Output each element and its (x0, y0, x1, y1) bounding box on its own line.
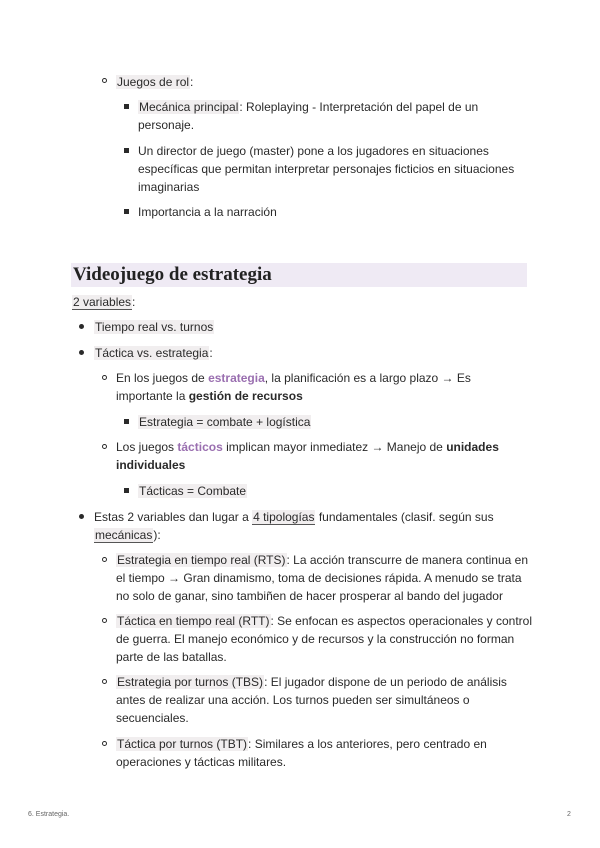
tbs-label: Estrategia por turnos (TBS) (117, 675, 264, 689)
footer-section: 6. Estrategia. (28, 811, 70, 818)
circle-bullet (102, 679, 107, 684)
text: En los juegos de (116, 371, 209, 385)
text: importante la (116, 389, 189, 403)
disc-bullet (79, 514, 84, 519)
tbt-label: Táctica por turnos (TBT) (117, 737, 248, 751)
circle-bullet (102, 375, 107, 380)
tacticos-word: tácticos (177, 440, 223, 454)
tactico-line-1 (116, 438, 499, 456)
tactico-line-2 (116, 456, 185, 474)
director-line-2: específicas que permitan interpretar personajes ficticios en situaciones (138, 162, 515, 176)
tipologias-link: 4 tipologías (253, 510, 315, 524)
director-line-3: imaginarias (138, 180, 200, 194)
circle-bullet (102, 78, 107, 83)
text: , la planificación es a largo plazo → Es (264, 371, 471, 385)
tiempo-real-line (94, 318, 214, 336)
mecanica-line-1 (138, 98, 478, 116)
text: : La acción transcurre de manera continua en (286, 553, 528, 567)
estrategia-formula: Estrategia = combate + logística (139, 415, 311, 429)
text: fundamentales (clasif. según sus (315, 510, 494, 524)
tactica-vs: Táctica vs. estrategia (95, 346, 209, 360)
rts-line-3: no solo de ganar, sino tambiñen de hacer prosperar al bando del jugador (116, 589, 503, 603)
narracion-line: Importancia a la narración (138, 205, 277, 219)
tbs-line-3: secuenciales. (116, 711, 189, 725)
colon: : (190, 75, 194, 89)
mecanica-text: : Roleplaying - Interpretación del papel de un (239, 100, 479, 114)
tbs-line-1 (116, 673, 507, 691)
tactica-formula-line (138, 482, 247, 500)
mecanica-label: Mecánica principal (139, 100, 239, 114)
estrategia-line-2 (116, 387, 303, 405)
disc-bullet (79, 350, 84, 355)
square-bullet (124, 104, 129, 109)
estrategia-word: estrategia (208, 371, 265, 385)
rtt-label: Táctica en tiempo real (RTT) (117, 614, 270, 628)
mecanica-line-2: personaje. (138, 118, 195, 132)
rtt-line-1 (116, 612, 532, 630)
rts-line-1 (116, 551, 528, 569)
gestion-recursos: gestión de recursos (188, 389, 303, 403)
tbt-line-1 (116, 735, 487, 753)
individuales: individuales (116, 458, 186, 472)
text: : El jugador dispone de un periodo de análisis (264, 675, 507, 689)
rts-line-2: el tiempo → Gran dinamismo, toma de decisiones rápida. A menudo se trata (116, 571, 522, 585)
mecanicas-link: mecánicas (95, 528, 153, 542)
colon: : (209, 346, 213, 360)
circle-bullet (102, 557, 107, 562)
rol-title-line (116, 73, 193, 91)
circle-bullet (102, 618, 107, 623)
tipologias-line-1 (94, 508, 494, 526)
footer-page-number: 2 (567, 811, 571, 818)
text: : Se enfocan es aspectos operacionales y control (270, 614, 532, 628)
square-bullet (124, 419, 129, 424)
estrategia-line-1 (116, 369, 471, 387)
circle-bullet (102, 444, 107, 449)
variables-label: 2 variables (73, 295, 132, 309)
tipologias-line-2 (94, 526, 161, 544)
tiempo-real: Tiempo real vs. turnos (95, 320, 214, 334)
variables-line (72, 293, 135, 311)
tactica-formula: Tácticas = Combate (139, 484, 247, 498)
tbt-line-2: operaciones y tácticas militares. (116, 755, 287, 769)
square-bullet (124, 488, 129, 493)
text: Estas 2 variables dan lugar a (94, 510, 253, 524)
estrategia-formula-line (138, 413, 311, 431)
rol-title: Juegos de rol (117, 75, 190, 89)
rtt-line-2: de guerra. El manejo económico y de recursos y la construcción no forman (116, 632, 515, 646)
text: : Similares a los anteriores, pero centrado en (248, 737, 487, 751)
text: implican mayor inmediatez → Manejo de (222, 440, 447, 454)
disc-bullet (79, 324, 84, 329)
text: Los juegos (116, 440, 178, 454)
circle-bullet (102, 741, 107, 746)
square-bullet (124, 209, 129, 214)
rtt-line-3: parte de las batallas. (116, 650, 227, 664)
section-heading: Videojuego de estrategia (71, 263, 527, 287)
square-bullet (124, 148, 129, 153)
unidades: unidades (446, 440, 499, 454)
tbs-line-2: antes de realizar una acción. Los turnos pueden ser simultáneos o (116, 693, 470, 707)
tactica-vs-line (94, 344, 213, 362)
director-line-1: Un director de juego (master) pone a los jugadores en situaciones (138, 144, 489, 158)
rts-label: Estrategia en tiempo real (RTS) (117, 553, 286, 567)
colon: : (132, 295, 136, 309)
text: ): (153, 528, 161, 542)
